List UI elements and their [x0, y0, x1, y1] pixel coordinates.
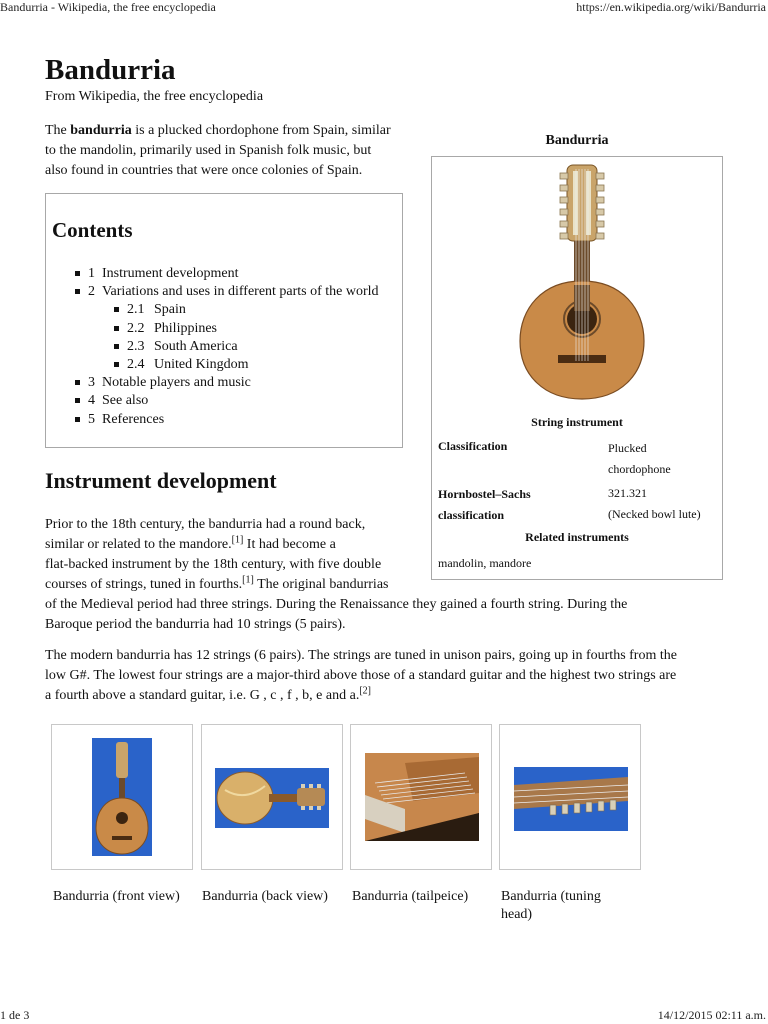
toc-number: 1: [88, 266, 95, 281]
bullet-icon: [75, 417, 80, 422]
classification-value: Plucked chordophone: [608, 441, 671, 476]
gallery-caption-tailpiece: Bandurria (tailpeice): [352, 889, 469, 904]
toc-number: 2.4: [127, 356, 145, 372]
bullet-icon: [114, 362, 119, 367]
toc-number: 2: [88, 284, 95, 300]
bandurria-photo[interactable]: [512, 159, 652, 401]
infobox-group-header: String instrument: [531, 415, 623, 429]
browser-tab-title: Bandurria - Wikipedia, the free encyclopedia: [0, 0, 216, 14]
classification-label: Classification: [438, 439, 508, 453]
page-title: Bandurria: [45, 54, 176, 86]
toc-title: Contents: [52, 218, 133, 242]
section-paragraph-1: Prior to the 18th century, the bandurria had a round back, similar or related to the mandore.[1] It had become a flat-backed instrument by the 18th century, with five double courses of strings, tuned in fourths.[1] The original bandurrias of the Medieval period had three strings. During the Renaissance they gained a fourth string. During the Baroque period the bandurria had 10 strings (5 pairs).: [45, 517, 628, 632]
related-instruments-value[interactable]: mandolin, mandore: [438, 556, 532, 570]
reference-link[interactable]: [1]: [242, 574, 254, 586]
toc-number: 2.1: [127, 302, 145, 318]
toc-link[interactable]: Spain: [154, 302, 186, 318]
toc-link[interactable]: United Kingdom: [154, 356, 249, 372]
bullet-icon: [114, 326, 119, 331]
page-counter: 1 de 3: [0, 1008, 30, 1022]
page-subtitle: From Wikipedia, the free encyclopedia: [45, 89, 264, 104]
bandurria-tuning-head-photo[interactable]: [514, 767, 628, 831]
intro-paragraph: The bandurria is a plucked chordophone from Spain, similar to the mandolin, primarily used in Spanish folk music, but also found in countries that were once colonies of Spain.: [45, 123, 391, 178]
toc-number: 2.2: [127, 320, 145, 336]
toc-number: 2.3: [127, 338, 145, 354]
table-of-contents: [45, 193, 403, 448]
toc-link[interactable]: Instrument development: [102, 266, 239, 281]
gallery-item-tuning-head[interactable]: [499, 724, 641, 870]
gallery-caption-tuning-head: Bandurria (tuning head): [501, 889, 601, 922]
bandurria-back-photo[interactable]: [215, 768, 329, 828]
bullet-icon: [75, 398, 80, 403]
related-instruments-header: Related instruments: [525, 530, 629, 544]
bullet-icon: [75, 271, 80, 276]
reference-link[interactable]: [2]: [359, 685, 371, 697]
toc-number: 4: [88, 393, 95, 409]
section-paragraph-2: The modern bandurria has 12 strings (6 pairs). The strings are tuned in unison pairs, going up in fourths from the low G#. The lowest four strings are a major-third above those of a standard guitar and the highest two strings are a fourth above a standard guitar, i.e. G , c , f , b, e and a.[2]: [45, 648, 677, 703]
gallery-caption-back-view: Bandurria (back view): [202, 889, 328, 904]
bullet-icon: [75, 289, 80, 294]
hornbostel-sachs-value: 321.321 (Necked bowl lute): [608, 486, 701, 521]
page-url[interactable]: https://en.wikipedia.org/wiki/Bandurria: [576, 0, 766, 14]
toc-link[interactable]: See also: [102, 393, 149, 409]
gallery-item-front-view[interactable]: [51, 724, 193, 870]
section-heading-instrument-development: Instrument development: [45, 468, 277, 493]
infobox-caption: Bandurria: [545, 133, 609, 148]
gallery-item-tailpiece[interactable]: [350, 724, 492, 870]
reference-link[interactable]: [1]: [231, 534, 244, 546]
toc-link[interactable]: Variations and uses in different parts of the world: [102, 284, 379, 300]
bullet-icon: [114, 344, 119, 349]
toc-link[interactable]: Philippines: [154, 320, 218, 336]
print-datetime: 14/12/2015 02:11 a.m.: [657, 1008, 766, 1022]
intro-bold-term: bandurria: [70, 123, 132, 138]
toc-number: 5: [88, 411, 95, 427]
bullet-icon: [114, 307, 119, 312]
bandurria-front-photo[interactable]: [92, 738, 152, 856]
toc-number: 3: [88, 375, 95, 391]
toc-link[interactable]: South America: [154, 338, 238, 354]
hornbostel-sachs-label: Hornbostel–Sachs classification: [438, 487, 531, 522]
bullet-icon: [75, 380, 80, 385]
gallery-item-back-view[interactable]: [201, 724, 343, 870]
gallery-caption-front-view: Bandurria (front view): [53, 889, 180, 904]
toc-link[interactable]: Notable players and music: [102, 375, 251, 391]
bandurria-tailpiece-photo[interactable]: [365, 753, 479, 841]
toc-link[interactable]: References: [102, 411, 165, 427]
